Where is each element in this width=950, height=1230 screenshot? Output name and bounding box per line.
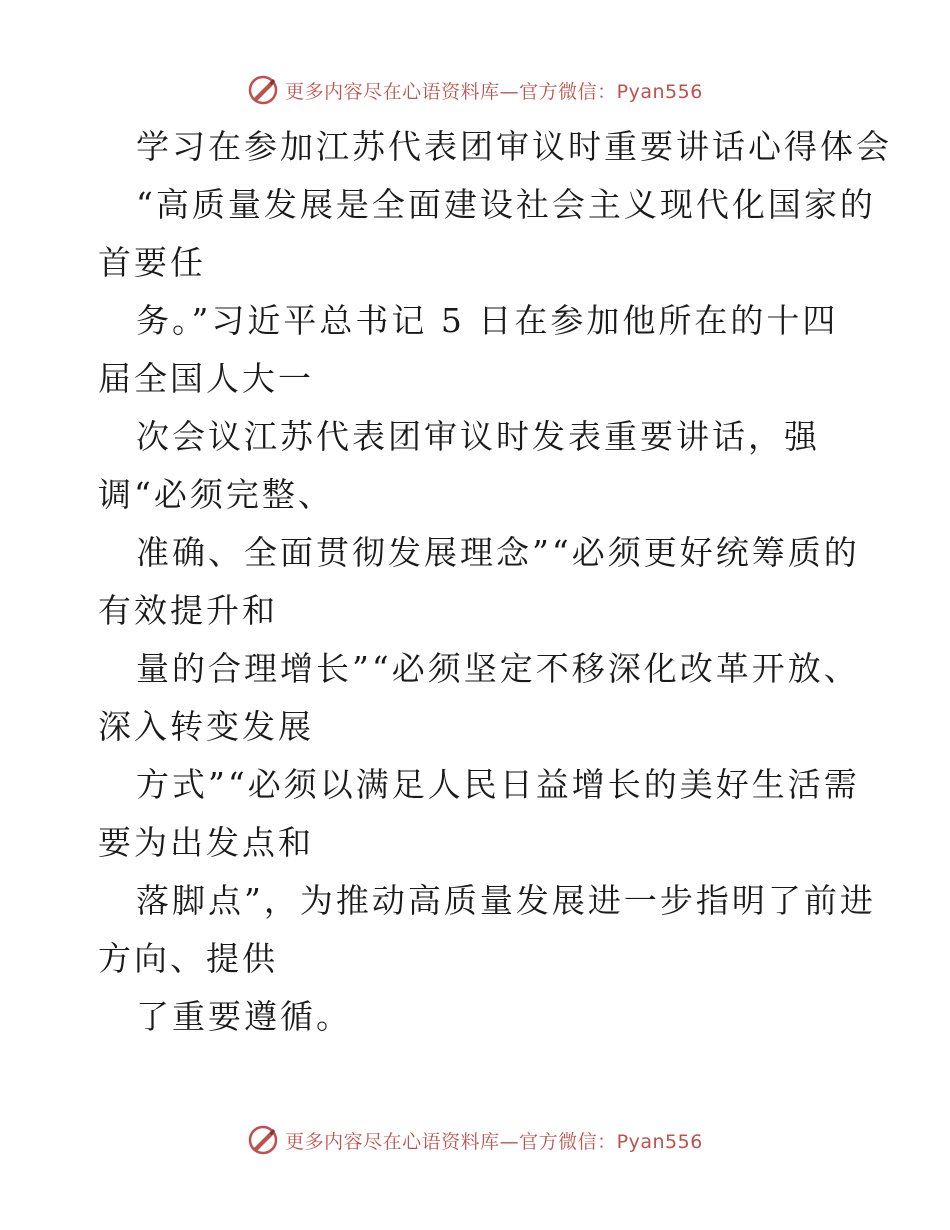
pen-logo-icon (247, 74, 279, 106)
text-line: 准确、全面贯彻发展理念”“必须更好统筹质的 (136, 533, 860, 572)
text-line: 务。”习近平总书记 5 日在参加他所在的十四 (136, 301, 839, 340)
text-line: 深入转变发展 (98, 707, 314, 746)
text-line: 了重要遵循。 (136, 997, 352, 1036)
text-line: 次会议江苏代表团审议时发表重要讲话，强 (136, 417, 820, 456)
text-line: 届全国人大一 (98, 359, 314, 398)
text-line: “高质量发展是全面建设社会主义现代化国家的 (136, 185, 876, 224)
footer-banner (0, 1122, 950, 1158)
text-line: 首要任 (98, 243, 206, 282)
text-line: 要为出发点和 (98, 823, 314, 862)
header-banner-text: 更多内容尽在心语资料库—官方微信：Pyan556 (285, 80, 703, 103)
text-line: 方向、提供 (98, 939, 278, 978)
text-line: 落脚点”，为推动高质量发展进一步指明了前进 (136, 881, 876, 920)
footer-banner-text: 更多内容尽在心语资料库—官方微信：Pyan556 (285, 1130, 703, 1153)
pen-logo-icon (247, 1124, 279, 1156)
text-line: 量的合理增长”“必须坚定不移深化改革开放、 (136, 649, 860, 688)
header-banner (0, 72, 950, 108)
text-line: 学习在参加江苏代表团审议时重要讲话心得体会 (136, 127, 892, 166)
text-line: 方式”“必须以满足人民日益增长的美好生活需 (136, 765, 860, 804)
text-line: 调“必须完整、 (98, 475, 334, 514)
text-line: 有效提升和 (98, 591, 278, 630)
